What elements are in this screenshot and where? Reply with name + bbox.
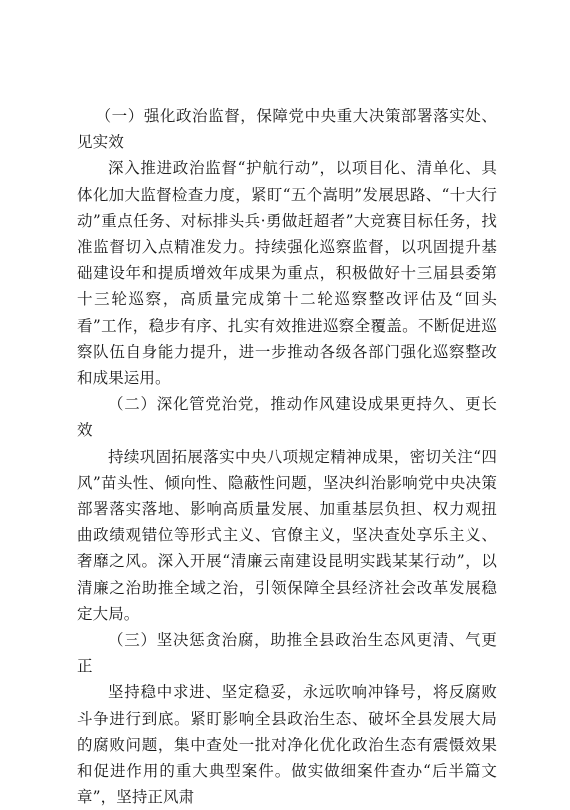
- section-paragraph-2: 持续巩固拓展落实中央八项规定精神成果，密切关注“四风”苗头性、倾向性、隐蔽性问题，坚决纠治影响党中央决策部署落实落地、影响高质量发展、加重基层负担、权力观扭曲政绩观错位等形式主义、官僚主义，坚决查处享乐主义、奢靡之风。深入开展“清廉云南建设昆明实践某某行动”，以清廉之治助推全域之治，引领保障全县经济社会改革发展稳定大局。: [77, 447, 497, 623]
- section-heading-3: （三）坚决惩贪治腐，助推全县政治生态风更清、气更正: [77, 631, 497, 676]
- section-paragraph-1: 深入推进政治监督“护航行动”，以项目化、清单化、具体化加大监督检查力度，紧盯“五个嵩明”发展思路、“十大行动”重点任务、对标排头兵·勇做赶超者”大竞赛目标任务，找准监督切入点精准发力。持续强化巡察监督，以巩固提升基础建设年和提质增效年成果为重点，积极做好十三届县委第十三轮巡察，高质量完成第十二轮巡察整改评估及“回头看”工作，稳步有序、扎实有效推进巡察全覆盖。不断促进巡察队伍自身能力提升，进一步推动各级各部门强化巡察整改和成果运用。: [77, 159, 497, 388]
- section-paragraph-3: 坚持稳中求进、坚定稳妥，永远吹响冲锋号，将反腐败斗争进行到底。紧盯影响全县政治生态、破坏全县发展大局的腐败问题，集中查处一批对净化优化政治生态有震慑效果和促进作用的重大典型案件。做实做细案件查办“后半篇文章”，坚持正风肃: [77, 683, 497, 807]
- document-body: [77, 103, 497, 810]
- section-heading-2: （二）深化管党治党，推动作风建设成果更持久、更长效: [77, 395, 497, 440]
- section-heading-1: （一）强化政治监督，保障党中央重大决策部署落实处、见实效: [77, 107, 497, 152]
